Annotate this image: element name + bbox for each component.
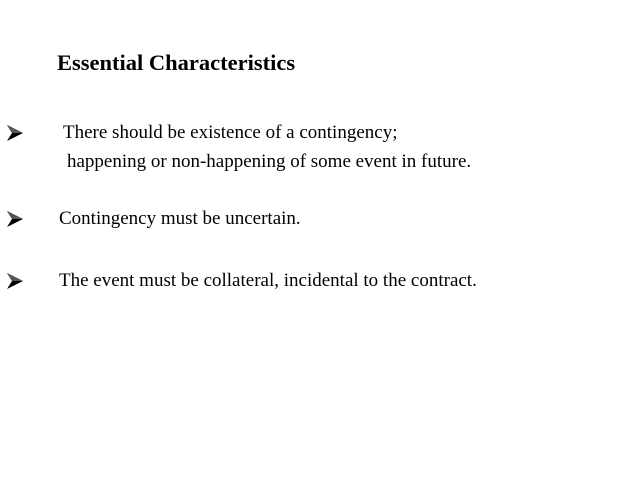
arrow-bullet-icon bbox=[6, 272, 24, 290]
bullet-text: Contingency must be uncertain. bbox=[59, 208, 301, 229]
slide-title: Essential Characteristics bbox=[57, 50, 296, 75]
bullet-text-continuation: happening or non-happening of some event in future. bbox=[67, 151, 472, 172]
arrow-bullet-icon bbox=[6, 124, 24, 142]
bullet-text: There should be existence of a contingency; bbox=[63, 122, 398, 143]
bullet-text: The event must be collateral, incidental to the contract. bbox=[59, 270, 477, 291]
arrow-bullet-icon bbox=[6, 210, 24, 228]
